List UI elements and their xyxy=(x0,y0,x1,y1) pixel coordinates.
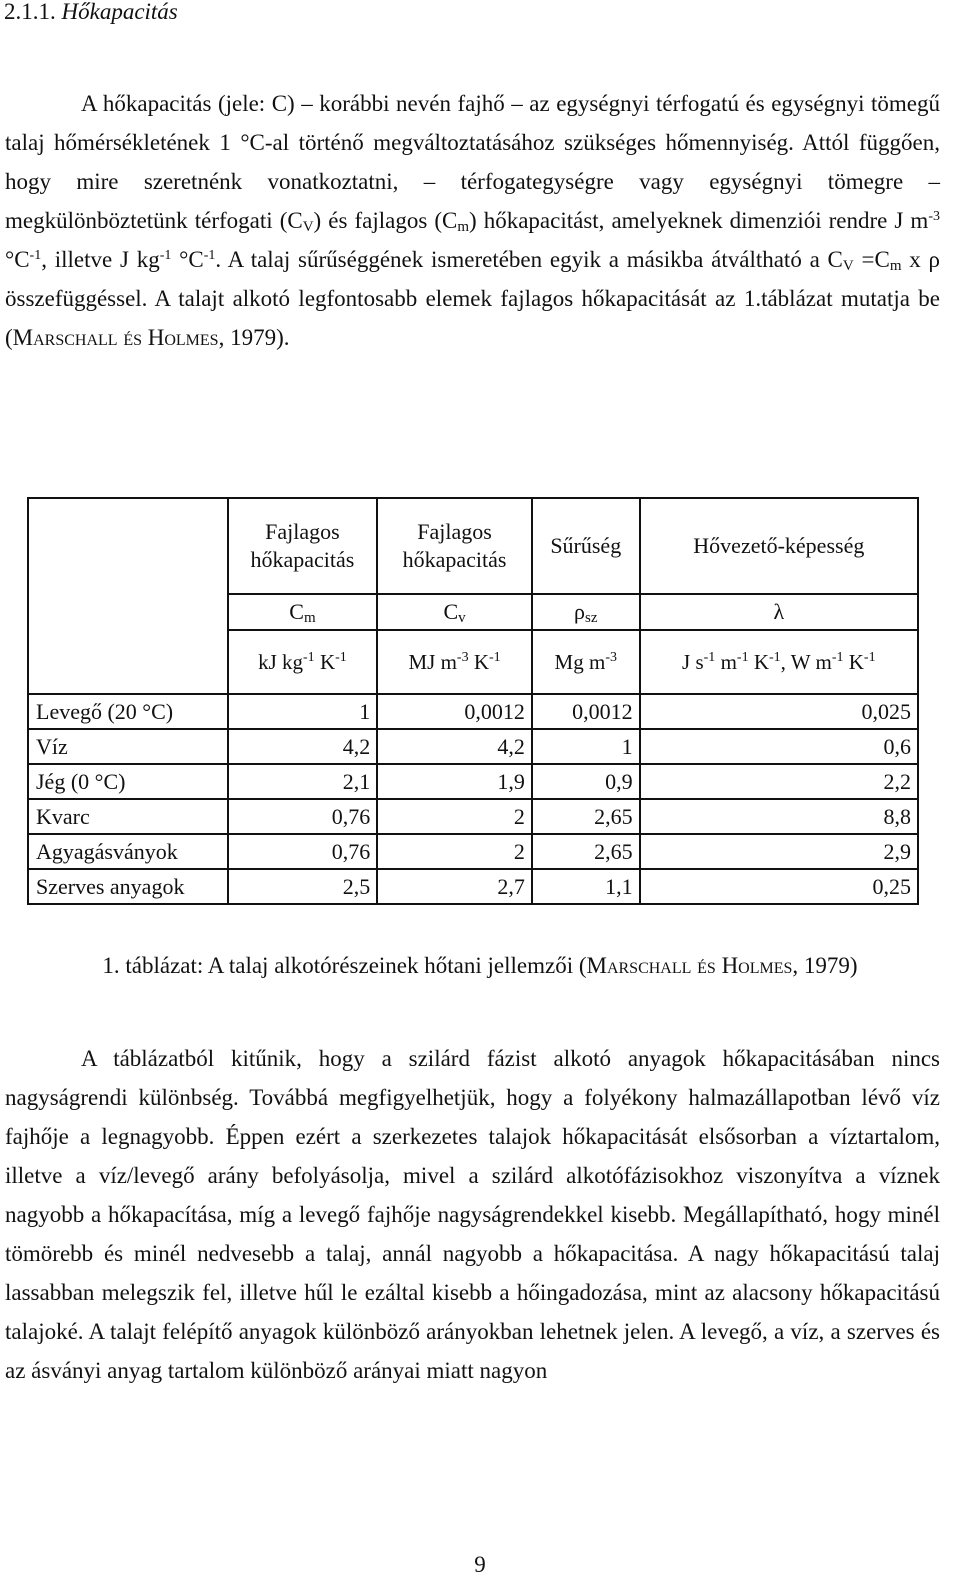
table-cell: 1 xyxy=(228,694,378,729)
unit-cell xyxy=(377,630,532,694)
superscript: -3 xyxy=(456,649,469,665)
superscript: -1 xyxy=(489,649,501,665)
caption-text: 1. táblázat: A talaj alkotórészeinek hőtani jellemzői ( xyxy=(102,953,587,978)
table-cell: 2,7 xyxy=(377,869,532,904)
text-span: A táblázatból kitűnik, hogy a szilárd fázist alkotó anyagok hőkapacitásában nincs nagyságrendi különbség. Továbbá megfigyelhetjük, hogy a folyékony halmazállapotban lévő víz fajhője a legnagyobb. Éppen ezért a szerkezetes talajok hőkapacitását elsősorban a víztartalom, illetve a víz/levegő arány befolyásolja, mivel a szilárd alkotófázisokhoz viszonyítva a víznek nagyobb a hőkapacítása, míg a levegő fajhője nagyságrendekkel kisebb. Megállapítható, hogy minél tömörebb és minél nedvesebb a talaj, annál nagyobb a hőkapacitása. A nagy hőkapacitású talaj lassabban melegszik fel, illetve hűl le ezáltal kisebb a hőingadozása, mint az alacsony hőkapacitású talajoké. A talajt felépítő anyagok különböző arányokban lehetnek jelen. A levegő, a víz, a szerves és az ásványi anyag tartalom különböző arányai miatt nagyon xyxy=(5,1046,940,1383)
header-cell: Sűrűség xyxy=(532,498,640,594)
unit-text: K xyxy=(843,649,864,674)
row-label: Jég (0 °C) xyxy=(28,764,228,799)
symbol-cell xyxy=(640,594,918,630)
unit-text: Mg m xyxy=(554,649,606,674)
table-cell: 2,65 xyxy=(532,799,640,834)
superscript: -1 xyxy=(303,649,315,665)
page-number: 9 xyxy=(474,1552,486,1577)
table-cell: 2,1 xyxy=(228,764,378,799)
text-span: . A talaj sűrűséggének ismeretében egyik a másikba átváltható a C xyxy=(215,247,843,272)
superscript: -1 xyxy=(769,649,781,665)
subscript: v xyxy=(458,610,466,626)
citation-author: Marschall és Holmes xyxy=(586,953,793,978)
text-span: ) és fajlagos (C xyxy=(313,208,458,233)
unit-text: K xyxy=(748,649,769,674)
text-span: =C xyxy=(853,247,890,272)
section-number: 2.1.1. xyxy=(4,0,56,24)
text-span: °C xyxy=(171,247,204,272)
table-row xyxy=(28,694,918,729)
unit-text: , W m xyxy=(780,649,832,674)
superscript: -1 xyxy=(29,248,42,263)
symbol: ρ xyxy=(574,599,585,624)
thermal-properties-table xyxy=(27,497,919,905)
subscript: V xyxy=(302,219,314,235)
unit-text: MJ m xyxy=(408,649,457,674)
symbol: C xyxy=(443,599,459,624)
row-label: Agyagásványok xyxy=(28,834,228,869)
paragraph-discussion xyxy=(5,1039,940,1390)
unit-text: kJ kg xyxy=(258,649,304,674)
unit-text: K xyxy=(468,649,489,674)
text-span: A hőkapacitás (jele: C) – korábbi nevén fajhő – az egységnyi térfogatú és egységnyi tömegű talaj hőmérsékletének 1 °C-al történő megváltoztatásához szükséges hőmennyiség. Attól függően, hogy mire szeretnénk vonatkoztatni, – térfogategységre vagy egységnyi tömegre – megkülönböztetünk térfogati (C xyxy=(5,91,940,233)
superscript: -3 xyxy=(928,209,940,224)
table-cell: 0,025 xyxy=(640,694,918,729)
superscript: -1 xyxy=(159,248,172,263)
subscript: m xyxy=(303,610,316,626)
text-span: x ρ összefüggéssel. A talajt alkotó legfontosabb elemek fajlagos hőkapacitását az 1.táblázat mutatja be ( xyxy=(5,247,941,350)
table-cell: 2,2 xyxy=(640,764,918,799)
table-cell: 2,9 xyxy=(640,834,918,869)
superscript: -1 xyxy=(703,649,716,665)
row-label: Kvarc xyxy=(28,799,228,834)
table-cell: 0,25 xyxy=(640,869,918,904)
table-cell: 2 xyxy=(377,799,532,834)
text-span: ) hőkapacitást, amelyeknek dimenziói rendre J m xyxy=(469,208,929,233)
table-cell: 2,5 xyxy=(228,869,378,904)
text-span: , 1979). xyxy=(218,325,290,350)
table-row xyxy=(28,799,918,834)
table-cell: 0,76 xyxy=(228,799,378,834)
superscript: -1 xyxy=(203,248,216,263)
header-cell: Fajlagos hőkapacitás xyxy=(377,498,532,594)
table-row xyxy=(28,869,918,904)
text-span: , illetve J kg xyxy=(41,247,160,272)
table-cell: 4,2 xyxy=(228,729,378,764)
symbol: λ xyxy=(773,599,785,624)
caption-text: , 1979) xyxy=(792,953,858,978)
unit-cell xyxy=(640,630,918,694)
superscript: -1 xyxy=(736,649,749,665)
citation-author: Marschall és Holmes xyxy=(12,325,219,350)
paragraph-intro xyxy=(5,84,940,357)
table-row xyxy=(28,729,918,764)
table-cell: 0,6 xyxy=(640,729,918,764)
superscript: -1 xyxy=(863,649,876,665)
table-corner-cell xyxy=(28,630,228,694)
superscript: -3 xyxy=(605,649,617,665)
unit-text: m xyxy=(715,649,737,674)
table-cell: 0,0012 xyxy=(532,694,640,729)
row-label: Víz xyxy=(28,729,228,764)
table-row xyxy=(28,834,918,869)
header-cell: Hővezető-képesség xyxy=(640,498,918,594)
unit-cell xyxy=(228,630,378,694)
table-cell: 2 xyxy=(377,834,532,869)
table-cell: 1 xyxy=(532,729,640,764)
table-cell: 0,76 xyxy=(228,834,378,869)
superscript: -1 xyxy=(831,649,844,665)
header-cell: Fajlagos hőkapacitás xyxy=(228,498,378,594)
table-row xyxy=(28,764,918,799)
table-cell: 0,9 xyxy=(532,764,640,799)
unit-cell xyxy=(532,630,640,694)
section-heading xyxy=(4,0,178,26)
symbol-cell xyxy=(377,594,532,630)
text-span: °C xyxy=(5,247,30,272)
symbol-cell xyxy=(228,594,378,630)
symbol: C xyxy=(289,599,304,624)
row-label: Levegő (20 °C) xyxy=(28,694,228,729)
table-caption xyxy=(0,951,960,981)
table-cell: 8,8 xyxy=(640,799,918,834)
subscript: V xyxy=(842,258,854,274)
table-cell: 0,0012 xyxy=(377,694,532,729)
superscript: -1 xyxy=(335,649,347,665)
subscript: m xyxy=(889,258,902,274)
row-label: Szerves anyagok xyxy=(28,869,228,904)
table-header-row xyxy=(28,498,918,594)
unit-text: J s xyxy=(682,649,704,674)
subscript: sz xyxy=(585,610,598,626)
table-symbol-row xyxy=(28,594,918,630)
table-cell: 4,2 xyxy=(377,729,532,764)
table-cell: 2,65 xyxy=(532,834,640,869)
table-corner-cell xyxy=(28,498,228,594)
table-cell: 1,9 xyxy=(377,764,532,799)
table-cell: 1,1 xyxy=(532,869,640,904)
subscript: m xyxy=(457,219,469,235)
unit-text: K xyxy=(314,649,336,674)
symbol-cell xyxy=(532,594,640,630)
table-corner-cell xyxy=(28,594,228,630)
table-unit-row xyxy=(28,630,918,694)
section-title: Hőkapacitás xyxy=(61,0,178,24)
